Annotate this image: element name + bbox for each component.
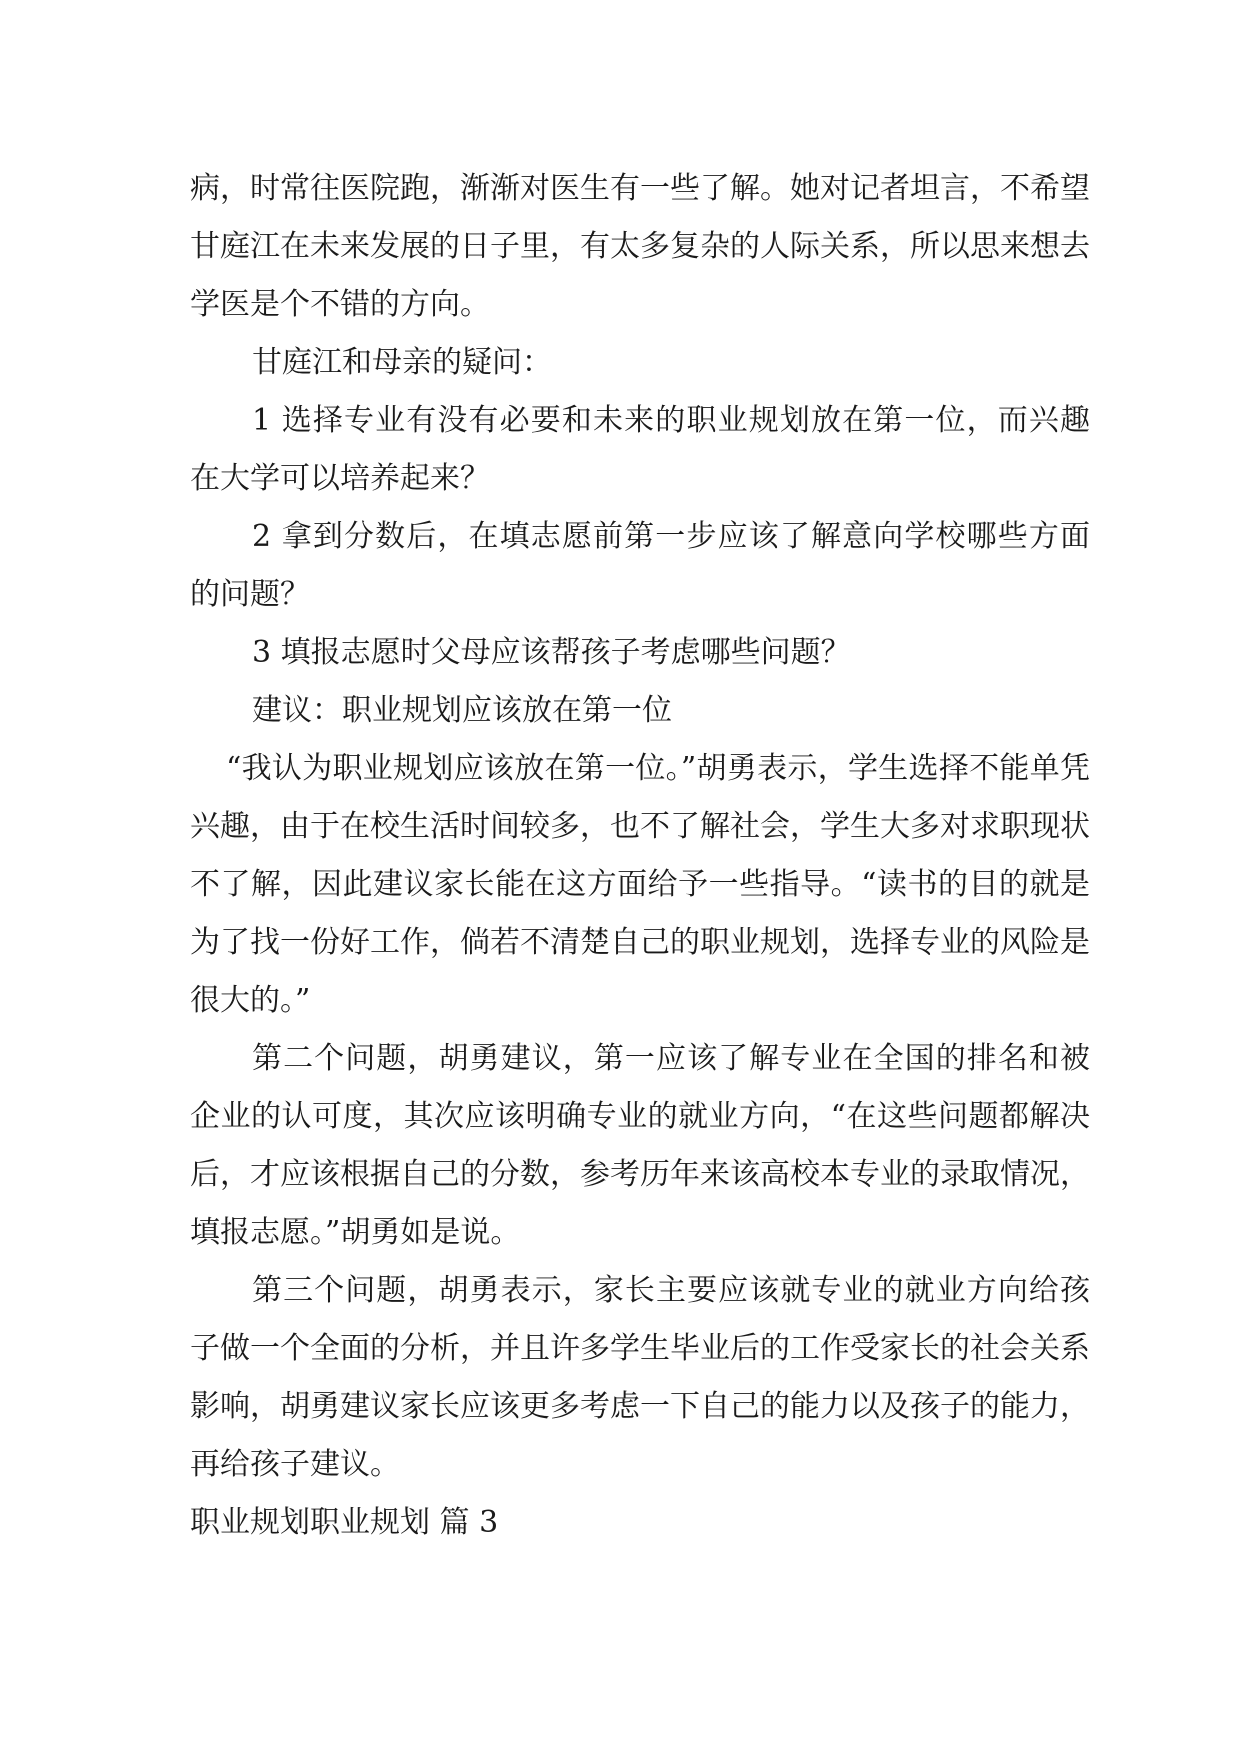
paragraph-quote: “我认为职业规划应该放在第一位。”胡勇表示，学生选择不能单凭兴趣，由于在校生活时间较多，也不了解社会，学生大多对求职现状不了解，因此建议家长能在这方面给予一些指导。“读书的目的就是为了找一份好工作，倘若不清楚自己的职业规划，选择专业的风险是很大的。” [190,751,1090,1018]
section-heading: 职业规划职业规划 篇 3 [190,1505,499,1540]
paragraph-question-2: 2 拿到分数后，在填志愿前第一步应该了解意向学校哪些方面的问题？ [190,519,1090,612]
paragraph-questions-intro: 甘庭江和母亲的疑问： [252,345,552,380]
paragraph-third-question: 第三个问题，胡勇表示，家长主要应该就专业的就业方向给孩子做一个全面的分析，并且许多学生毕业后的工作受家长的社会关系影响，胡勇建议家长应该更多考虑一下自己的能力以及孩子的能力，再给孩子建议。 [190,1273,1090,1482]
paragraph-question-1: 1 选择专业有没有必要和未来的职业规划放在第一位，而兴趣在大学可以培养起来？ [190,403,1090,496]
paragraph-advice-heading: 建议：职业规划应该放在第一位 [252,693,672,728]
document-body [190,160,1090,1552]
paragraph-second-question: 第二个问题，胡勇建议，第一应该了解专业在全国的排名和被企业的认可度，其次应该明确专业的就业方向，“在这些问题都解决后，才应该根据自己的分数，参考历年来该高校本专业的录取情况，填报志愿。”胡勇如是说。 [190,1041,1090,1250]
paragraph-question-3: 3 填报志愿时父母应该帮孩子考虑哪些问题？ [252,635,851,670]
paragraph-continuation: 病，时常往医院跑，渐渐对医生有一些了解。她对记者坦言，不希望甘庭江在未来发展的日子里，有太多复杂的人际关系，所以思来想去学医是个不错的方向。 [190,171,1090,322]
